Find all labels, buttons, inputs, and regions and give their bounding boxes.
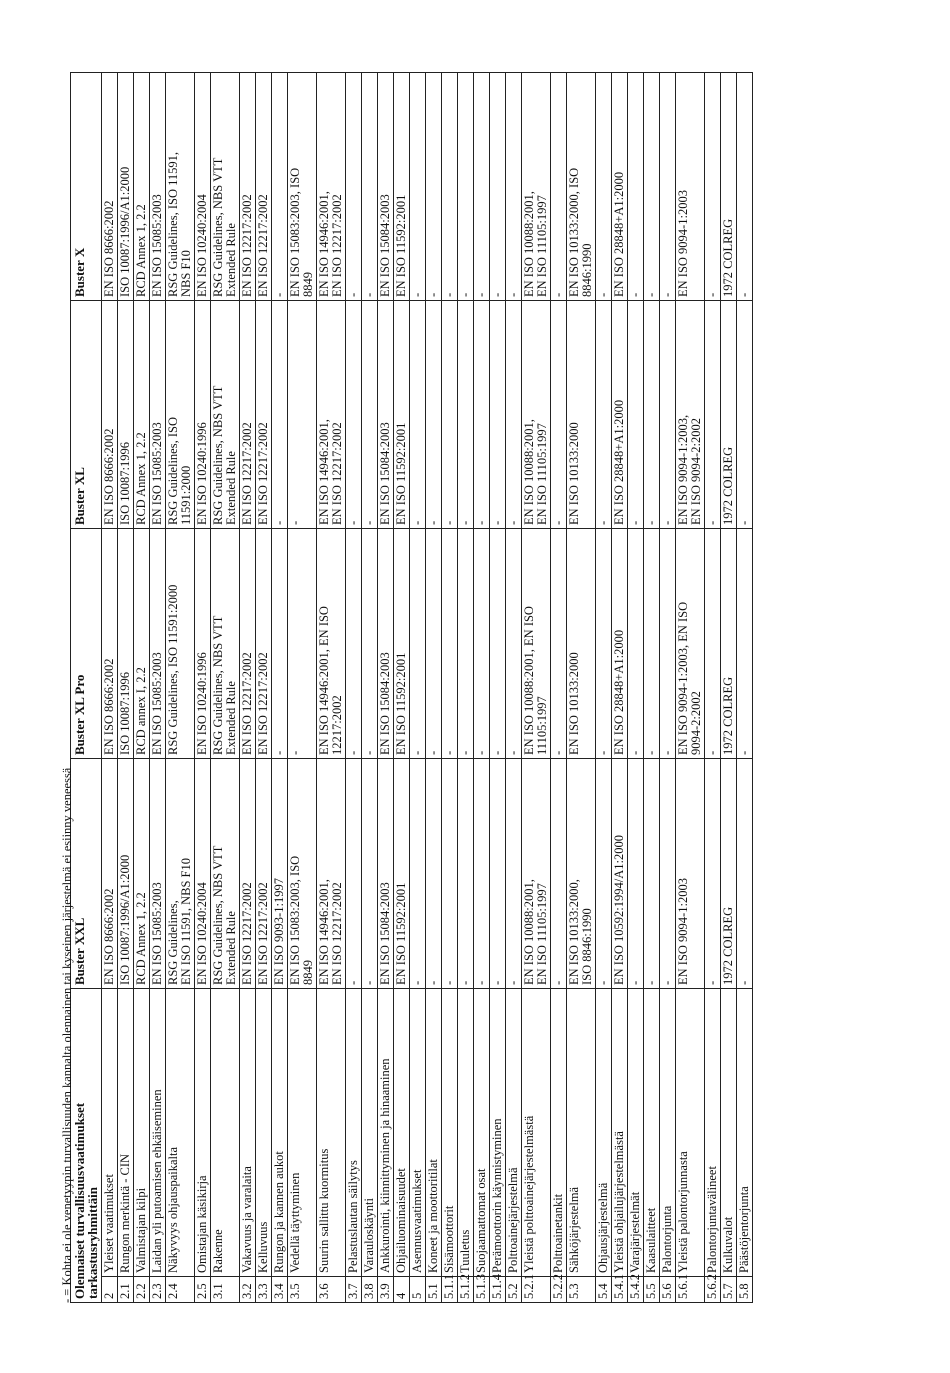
section-number: 4 — [394, 1277, 410, 1303]
table-row — [410, 73, 426, 1303]
requirement-name: Asennusvaatimukset — [410, 989, 426, 1277]
buster-xl-pro-standard: EN ISO 12217:2002 — [256, 529, 272, 759]
table-row — [474, 73, 490, 1303]
buster-x-standard: 1972 COLREG — [721, 73, 737, 301]
section-number: 2.2 — [134, 1277, 150, 1303]
buster-xl-standard: EN ISO 10240:1996 — [195, 301, 211, 529]
buster-xxl-standard: - — [628, 759, 644, 989]
table-row — [317, 73, 346, 1303]
buster-xl-pro-standard: ISO 10087:1996 — [118, 529, 134, 759]
table-row — [346, 73, 362, 1303]
buster-xl-pro-standard: - — [737, 529, 753, 759]
requirement-name: Suurin sallittu kuormitus — [317, 989, 346, 1277]
buster-x-standard: - — [362, 73, 378, 301]
requirement-name: Ohjailuominaisuudet — [394, 989, 410, 1277]
buster-xl-standard: - — [737, 301, 753, 529]
buster-x-standard: RCD Annex 1, 2.2 — [134, 73, 150, 301]
buster-x-standard: EN ISO 12217:2002 — [256, 73, 272, 301]
section-number: 5 — [410, 1277, 426, 1303]
buster-x-standard: RSG Guidelines, NBS VTT Extended Rule — [211, 73, 240, 301]
table-row — [394, 73, 410, 1303]
table-row — [288, 73, 317, 1303]
buster-xxl-standard: - — [474, 759, 490, 989]
table-row — [612, 73, 628, 1303]
buster-x-standard: - — [705, 73, 721, 301]
header-buster-xl: Buster XL — [71, 301, 102, 529]
buster-xl-pro-standard: - — [272, 529, 288, 759]
buster-xxl-standard: EN ISO 8666:2002 — [102, 759, 118, 989]
section-number: 5.4 — [596, 1277, 612, 1303]
requirement-name: Kulkuvalot — [721, 989, 737, 1277]
buster-x-standard: - — [490, 73, 506, 301]
buster-xxl-standard: EN ISO 10592:1994/A1:2000 — [612, 759, 628, 989]
buster-xl-standard: - — [410, 301, 426, 529]
buster-x-standard: EN ISO 15084:2003 — [378, 73, 394, 301]
buster-xl-standard: RSG Guidelines, ISO 11591:2000 — [166, 301, 195, 529]
buster-xxl-standard: - — [737, 759, 753, 989]
section-number: 5.1.4 — [490, 1277, 506, 1303]
buster-xl-pro-standard: - — [660, 529, 676, 759]
requirement-name: Perämoottorin käynnistyminen — [490, 989, 506, 1277]
requirement-name: Yleistä polttoainejärjestelmästä — [522, 989, 551, 1277]
buster-x-standard: EN ISO 9094-1:2003 — [676, 73, 705, 301]
buster-xl-pro-standard: RSG Guidelines, ISO 11591:2000 — [166, 529, 195, 759]
requirement-name: Ohjausjärjestelmä — [596, 989, 612, 1277]
buster-x-standard: EN ISO 12217:2002 — [240, 73, 256, 301]
buster-x-standard: EN ISO 15085:2003 — [150, 73, 166, 301]
buster-xxl-standard: - — [442, 759, 458, 989]
table-row — [118, 73, 134, 1303]
buster-xl-pro-standard: RSG Guidelines, NBS VTT Extended Rule — [211, 529, 240, 759]
buster-x-standard: - — [551, 73, 567, 301]
buster-xl-pro-standard: - — [288, 529, 317, 759]
requirement-name: Rungon ja kannen aukot — [272, 989, 288, 1277]
table-row — [596, 73, 612, 1303]
buster-xl-standard: EN ISO 10133:2000 — [567, 301, 596, 529]
buster-xl-standard: - — [644, 301, 660, 529]
section-number: 5.1.2 — [458, 1277, 474, 1303]
buster-xxl-standard: EN ISO 9093-1:1997 — [272, 759, 288, 989]
buster-x-standard: EN ISO 11592:2001 — [394, 73, 410, 301]
buster-xl-standard: EN ISO 15085:2003 — [150, 301, 166, 529]
table-row — [567, 73, 596, 1303]
buster-xxl-standard: - — [660, 759, 676, 989]
buster-xl-standard: - — [705, 301, 721, 529]
table-row — [506, 73, 522, 1303]
buster-xl-pro-standard: EN ISO 28848+A1:2000 — [612, 529, 628, 759]
section-number: 2.4 — [166, 1277, 195, 1303]
table-row — [134, 73, 150, 1303]
buster-xl-standard: EN ISO 14946:2001, EN ISO 12217:2002 — [317, 301, 346, 529]
buster-x-standard: - — [442, 73, 458, 301]
buster-xl-pro-standard: - — [644, 529, 660, 759]
buster-xxl-standard: EN ISO 11592:2001 — [394, 759, 410, 989]
rotated-page — [70, 73, 845, 1303]
requirement-name: Vedellä täyttyminen — [288, 989, 317, 1277]
requirement-name: Omistajan käsikirja — [195, 989, 211, 1277]
buster-xl-pro-standard: - — [458, 529, 474, 759]
buster-xxl-standard: - — [490, 759, 506, 989]
buster-xl-pro-standard: EN ISO 15085:2003 — [150, 529, 166, 759]
table-row — [426, 73, 442, 1303]
section-number: 2.1 — [118, 1277, 134, 1303]
buster-xl-standard: - — [628, 301, 644, 529]
buster-xl-standard: - — [551, 301, 567, 529]
section-number: 5.3 — [567, 1277, 596, 1303]
requirement-name: Rakenne — [211, 989, 240, 1277]
buster-xl-standard: EN ISO 12217:2002 — [256, 301, 272, 529]
buster-xl-pro-standard: EN ISO 12217:2002 — [240, 529, 256, 759]
buster-xl-pro-standard: - — [474, 529, 490, 759]
requirement-name: Sisämoottorit — [442, 989, 458, 1277]
table-row — [490, 73, 506, 1303]
table-row — [211, 73, 240, 1303]
buster-xl-standard: - — [490, 301, 506, 529]
buster-x-standard: - — [644, 73, 660, 301]
buster-xxl-standard: - — [426, 759, 442, 989]
section-number: 2.5 — [195, 1277, 211, 1303]
buster-xl-standard: - — [346, 301, 362, 529]
buster-xl-pro-standard: - — [506, 529, 522, 759]
requirement-name: Pelastuslautan säilytys — [346, 989, 362, 1277]
section-number: 3.7 — [346, 1277, 362, 1303]
buster-xl-standard: - — [660, 301, 676, 529]
buster-xxl-standard: - — [596, 759, 612, 989]
buster-x-standard: - — [628, 73, 644, 301]
buster-xxl-standard: - — [705, 759, 721, 989]
buster-xl-standard: - — [272, 301, 288, 529]
requirement-name: Palontorjuntavälineet — [705, 989, 721, 1277]
buster-xl-standard: EN ISO 10088:2001, EN ISO 11105:1997 — [522, 301, 551, 529]
table-row — [442, 73, 458, 1303]
header-buster-xl-pro: Buster XL Pro — [71, 529, 102, 759]
section-number: 3.9 — [378, 1277, 394, 1303]
buster-xxl-standard: EN ISO 15084:2003 — [378, 759, 394, 989]
buster-x-standard: - — [458, 73, 474, 301]
buster-xl-pro-standard: - — [551, 529, 567, 759]
requirement-name: Kaasulaitteet — [644, 989, 660, 1277]
buster-x-standard: EN ISO 10240:2004 — [195, 73, 211, 301]
section-number: 5.4.1 — [612, 1277, 628, 1303]
buster-xl-pro-standard: EN ISO 10088:2001, EN ISO 11105:1997 — [522, 529, 551, 759]
buster-x-standard: - — [596, 73, 612, 301]
section-number: 5.1.1 — [442, 1277, 458, 1303]
table-row — [737, 73, 753, 1303]
buster-xxl-standard: - — [346, 759, 362, 989]
buster-xxl-standard: - — [410, 759, 426, 989]
buster-xxl-standard: 1972 COLREG — [721, 759, 737, 989]
buster-xl-pro-standard: - — [346, 529, 362, 759]
table-row — [256, 73, 272, 1303]
table-row — [240, 73, 256, 1303]
section-number: 3.6 — [317, 1277, 346, 1303]
table-row — [660, 73, 676, 1303]
requirement-name: Ankkurointi, kiinnittyminen ja hinaaminen — [378, 989, 394, 1277]
buster-xxl-standard: EN ISO 10240:2004 — [195, 759, 211, 989]
buster-x-standard: EN ISO 8666:2002 — [102, 73, 118, 301]
section-number: 5.8 — [737, 1277, 753, 1303]
buster-xxl-standard: - — [362, 759, 378, 989]
buster-xxl-standard: ISO 10087:1996/A1:2000 — [118, 759, 134, 989]
requirement-name: Polttoainejärjestelmä — [506, 989, 522, 1277]
buster-x-standard: EN ISO 14946:2001, EN ISO 12217:2002 — [317, 73, 346, 301]
table-row — [272, 73, 288, 1303]
section-number: 2.3 — [150, 1277, 166, 1303]
table-row — [705, 73, 721, 1303]
buster-xl-pro-standard: 1972 COLREG — [721, 529, 737, 759]
requirement-name: Laidan yli putoamisen ehkäiseminen — [150, 989, 166, 1277]
table-row — [644, 73, 660, 1303]
buster-xl-pro-standard: EN ISO 8666:2002 — [102, 529, 118, 759]
requirement-name: Näkyvyys ohjauspaikalta — [166, 989, 195, 1277]
buster-xxl-standard: EN ISO 10088:2001, EN ISO 11105:1997 — [522, 759, 551, 989]
requirements-table — [70, 72, 753, 1303]
buster-xl-pro-standard: EN ISO 14946:2001, EN ISO 12217:2002 — [317, 529, 346, 759]
footnote: - = Kohta ei ole venetyypin turvallisuuden kannalta olennainen tai kyseinen järjestelmä ei esiinny veneessä — [60, 767, 74, 1303]
buster-xxl-standard: EN ISO 10133:2000, ISO 8846:1990 — [567, 759, 596, 989]
section-number: 5.5 — [644, 1277, 660, 1303]
section-number: 5.6.2 — [705, 1277, 721, 1303]
buster-xl-standard: - — [458, 301, 474, 529]
requirement-name: Suojaamattomat osat — [474, 989, 490, 1277]
buster-xl-standard: - — [474, 301, 490, 529]
buster-xxl-standard: EN ISO 15083:2003, ISO 8849 — [288, 759, 317, 989]
buster-x-standard: - — [474, 73, 490, 301]
section-number: 5.4.2 — [628, 1277, 644, 1303]
table-row — [676, 73, 705, 1303]
requirement-name: Yleiset vaatimukset — [102, 989, 118, 1277]
buster-xxl-standard: - — [551, 759, 567, 989]
table-row — [721, 73, 737, 1303]
section-number: 3.2 — [240, 1277, 256, 1303]
buster-xl-standard: RCD Annex 1, 2.2 — [134, 301, 150, 529]
section-number: 3.1 — [211, 1277, 240, 1303]
buster-xxl-standard: - — [458, 759, 474, 989]
buster-xxl-standard: - — [644, 759, 660, 989]
buster-xl-standard: - — [362, 301, 378, 529]
buster-xxl-standard: RSG Guidelines, EN ISO 11591, NBS F10 — [166, 759, 195, 989]
section-number: 3.5 — [288, 1277, 317, 1303]
buster-xxl-standard: RCD Annex 1, 2.2 — [134, 759, 150, 989]
buster-xl-standard: ISO 10087:1996 — [118, 301, 134, 529]
table-row — [195, 73, 211, 1303]
buster-x-standard: EN ISO 10133:2000, ISO 8846:1990 — [567, 73, 596, 301]
section-number: 5.6 — [660, 1277, 676, 1303]
section-number: 2 — [102, 1277, 118, 1303]
header-row — [71, 73, 102, 1303]
table-row — [628, 73, 644, 1303]
requirement-name: Kelluvuus — [256, 989, 272, 1277]
buster-xl-pro-standard: - — [628, 529, 644, 759]
buster-xl-pro-standard: EN ISO 15084:2003 — [378, 529, 394, 759]
buster-xxl-standard: EN ISO 12217:2002 — [256, 759, 272, 989]
buster-xxl-standard: EN ISO 15085:2003 — [150, 759, 166, 989]
section-number: 5.1 — [426, 1277, 442, 1303]
buster-xl-standard: - — [426, 301, 442, 529]
requirement-name: Valmistajan kilpi — [134, 989, 150, 1277]
buster-x-standard: EN ISO 15083:2003, ISO 8849 — [288, 73, 317, 301]
buster-x-standard: EN ISO 10088:2001, EN ISO 11105:1997 — [522, 73, 551, 301]
buster-x-standard: - — [506, 73, 522, 301]
table-row — [551, 73, 567, 1303]
requirement-name: Yleistä ohjailujärjestelmästä — [612, 989, 628, 1277]
section-number: 3.8 — [362, 1277, 378, 1303]
buster-xxl-standard: - — [506, 759, 522, 989]
buster-xl-standard: EN ISO 9094-1:2003, EN ISO 9094-2:2002 — [676, 301, 705, 529]
table-row — [166, 73, 195, 1303]
table-body — [102, 73, 753, 1303]
buster-xl-standard: - — [506, 301, 522, 529]
buster-xl-pro-standard: EN ISO 10133:2000 — [567, 529, 596, 759]
requirement-name: Päästöjentorjunta — [737, 989, 753, 1277]
table-row — [458, 73, 474, 1303]
table-row — [102, 73, 118, 1303]
section-number: 3.4 — [272, 1277, 288, 1303]
buster-x-standard: - — [660, 73, 676, 301]
table-row — [362, 73, 378, 1303]
buster-xl-pro-standard: RCD annex I, 2.2 — [134, 529, 150, 759]
buster-x-standard: - — [410, 73, 426, 301]
requirement-name: Vakavuus ja varalaita — [240, 989, 256, 1277]
section-number: 3.3 — [256, 1277, 272, 1303]
buster-xl-pro-standard: - — [426, 529, 442, 759]
buster-x-standard: EN ISO 28848+A1:2000 — [612, 73, 628, 301]
header-buster-x: Buster X — [71, 73, 102, 301]
requirement-name: Palontorjunta — [660, 989, 676, 1277]
buster-xl-standard: EN ISO 15084:2003 — [378, 301, 394, 529]
requirement-name: Varauloskäynti — [362, 989, 378, 1277]
buster-xxl-standard: EN ISO 12217:2002 — [240, 759, 256, 989]
buster-xxl-standard: EN ISO 9094-1:2003 — [676, 759, 705, 989]
section-number: 5.7 — [721, 1277, 737, 1303]
buster-xl-standard: RSG Guidelines, NBS VTT Extended Rule — [211, 301, 240, 529]
buster-xl-pro-standard: - — [362, 529, 378, 759]
buster-x-standard: - — [737, 73, 753, 301]
buster-xl-pro-standard: EN ISO 11592:2001 — [394, 529, 410, 759]
buster-xl-standard: EN ISO 11592:2001 — [394, 301, 410, 529]
buster-xl-standard: EN ISO 8666:2002 — [102, 301, 118, 529]
requirement-name: Polttoainetankit — [551, 989, 567, 1277]
buster-x-standard: - — [346, 73, 362, 301]
buster-xxl-standard: EN ISO 14946:2001, EN ISO 12217:2002 — [317, 759, 346, 989]
buster-x-standard: RSG Guidelines, ISO 11591, NBS F10 — [166, 73, 195, 301]
section-number: 5.6.1 — [676, 1277, 705, 1303]
buster-xl-pro-standard: - — [490, 529, 506, 759]
buster-xl-pro-standard: EN ISO 9094-1:2003, EN ISO 9094-2:2002 — [676, 529, 705, 759]
table-row — [150, 73, 166, 1303]
requirement-name: Sähköjärjestelmä — [567, 989, 596, 1277]
buster-x-standard: - — [426, 73, 442, 301]
buster-xl-standard: EN ISO 28848+A1:2000 — [612, 301, 628, 529]
buster-xl-pro-standard: - — [442, 529, 458, 759]
buster-xl-pro-standard: - — [410, 529, 426, 759]
requirement-name: Varajärjestelmät — [628, 989, 644, 1277]
buster-xl-pro-standard: - — [596, 529, 612, 759]
section-number: 5.2 — [506, 1277, 522, 1303]
table-row — [378, 73, 394, 1303]
buster-xl-standard: 1972 COLREG — [721, 301, 737, 529]
requirement-name: Tuuletus — [458, 989, 474, 1277]
header-requirements: Olennaiset turvallisuusvaatimukset tarkastusryhmittäin — [71, 989, 102, 1303]
buster-x-standard: ISO 10087:1996/A1:2000 — [118, 73, 134, 301]
header-buster-xxl: Buster XXL — [71, 759, 102, 989]
requirement-name: Rungon merkintä - CIN — [118, 989, 134, 1277]
buster-xl-standard: - — [442, 301, 458, 529]
requirement-name: Koneet ja moottoritilat — [426, 989, 442, 1277]
buster-x-standard: - — [272, 73, 288, 301]
buster-xl-standard: - — [596, 301, 612, 529]
buster-xl-standard: EN ISO 12217:2002 — [240, 301, 256, 529]
buster-xl-pro-standard: EN ISO 10240:1996 — [195, 529, 211, 759]
buster-xl-pro-standard: - — [705, 529, 721, 759]
section-number: 5.1.3 — [474, 1277, 490, 1303]
table-row — [522, 73, 551, 1303]
section-number: 5.2.1 — [522, 1277, 551, 1303]
requirement-name: Yleistä palontorjunnasta — [676, 989, 705, 1277]
buster-xxl-standard: RSG Guidelines, NBS VTT Extended Rule — [211, 759, 240, 989]
buster-xl-standard: - — [288, 301, 317, 529]
section-number: 5.2.2 — [551, 1277, 567, 1303]
